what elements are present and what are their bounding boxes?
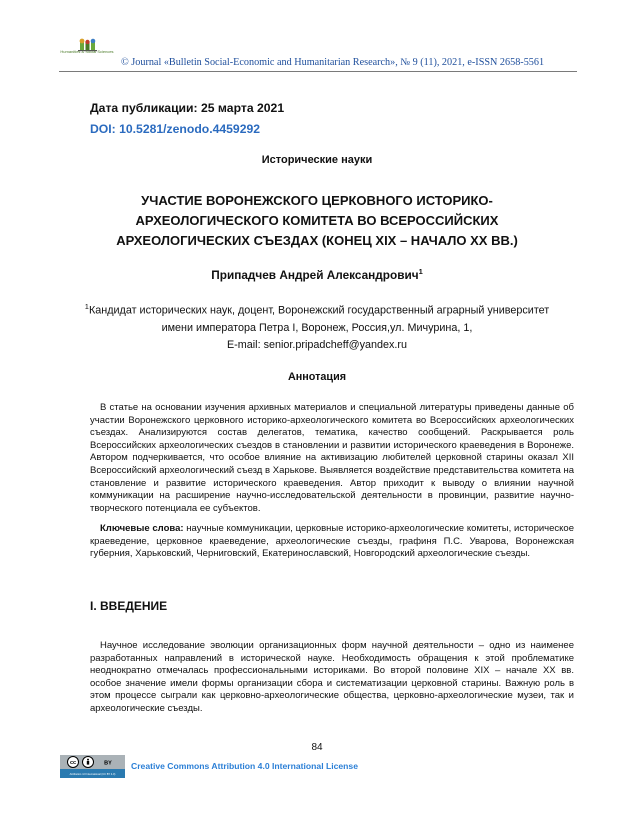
keywords-label: Ключевые слова: — [100, 523, 184, 534]
journal-citation: © Journal «Bulletin Social-Economic and Humanitarian Research», № 9 (11), 2021, e-ISSN 2658-5561 — [121, 57, 545, 68]
title-line: АРХЕОЛОГИЧЕСКОГО КОМИТЕТА ВО ВСЕРОССИЙСКИХ — [135, 213, 499, 228]
title-line: АРХЕОЛОГИЧЕСКИХ СЪЕЗДАХ (КОНЕЦ XIX – НАЧАЛО XX ВВ.) — [116, 233, 518, 248]
cc-license-badge-icon[interactable] — [60, 755, 125, 778]
author-name — [0, 267, 634, 282]
journal-logo-icon — [64, 38, 110, 72]
abstract-heading: Аннотация — [287, 371, 347, 383]
author-email: E-mail: senior.pripadcheff@yandex.ru — [226, 338, 407, 351]
affiliation-line: имени императора Петра I, Воронеж, Россия,ул. Мичурина, 1, — [161, 321, 473, 334]
license-link[interactable]: Creative Commons Attribution 4.0 International License — [131, 761, 358, 771]
author-superscript: 1 — [418, 267, 423, 276]
section-heading: Исторические науки — [261, 154, 373, 166]
author-name-text: Припадчев Андрей Александрович — [211, 267, 419, 282]
page-number: 84 — [311, 742, 323, 753]
title-line: УЧАСТИЕ ВОРОНЕЖСКОГО ЦЕРКОВНОГО ИСТОРИКО- — [141, 193, 493, 208]
svg-text:cc: cc — [69, 760, 77, 767]
keywords-text: научные коммуникации, церковные историко-археологические комитеты, историческое краеведение, церковное краеведение, археологические съезды, графиня П.С. Уварова, Воронежская губерния, Харьковский, Черниговский, Екатеринославский, Новгородский археологические съезды. — [90, 523, 574, 560]
intro-heading: I. ВВЕДЕНИЕ — [90, 599, 168, 613]
keywords — [90, 523, 574, 561]
author-affiliation — [60, 298, 574, 354]
header-divider — [59, 71, 577, 72]
publication-date: Дата публикации: 25 марта 2021 — [90, 101, 285, 115]
affiliation-superscript: 1 — [84, 302, 89, 311]
affiliation-line: $^1$Кандидат исторических наук, доцент, Воронежский государственный аграрный университет — [84, 302, 550, 317]
intro-text: Научное исследование эволюции организационных форм научной деятельности – одно из наименее разработанных направлений в исторической науке. Необходимость обращения к этой проблематике неоднократно отмечалась профессиональными историками. Во второй половине XIX – начале XX вв. особое значение имели формы организации сбора и систематизации церковной старины. Важную роль в этом процессе сыграли как церковно-археологические общества, церковно-археологические музеи, так и археологические съезды. — [90, 640, 574, 714]
doi-link[interactable]: DOI: 10.5281/zenodo.4459292 — [90, 122, 261, 136]
svg-text:BY: BY — [104, 760, 112, 767]
logo-caption: Humanities & Social Sciences — [60, 49, 114, 54]
abstract-text: В статье на основании изучения архивных материалов и специальной литературы приведены данные об участии Воронежского церковного историко-археологического комитета во Всероссийских археологических съездах. Анализируются состав делегатов, тематика, качество сообщений. Раскрывается роль Всероссийских археологических съездов в становлении и развитии исторического краеведения в Воронеже. Автором подчеркивается, что особое влияние на активизацию любителей церковной старины оказал XII Всероссийский археологический съезд в Харькове. Выявляется воздействие представительства комитета на становление и развитие исторического краеведения. Автор приходит к выводу о влиянии научной коммуникации на расширение научно-исследовательской деятельности в провинции, развитие научно-творческого потенциала ее субъектов. — [90, 402, 574, 514]
cc-badge-text: Attribution 4.0 International (CC BY 4.0) — [69, 773, 116, 776]
article-title — [70, 191, 564, 251]
